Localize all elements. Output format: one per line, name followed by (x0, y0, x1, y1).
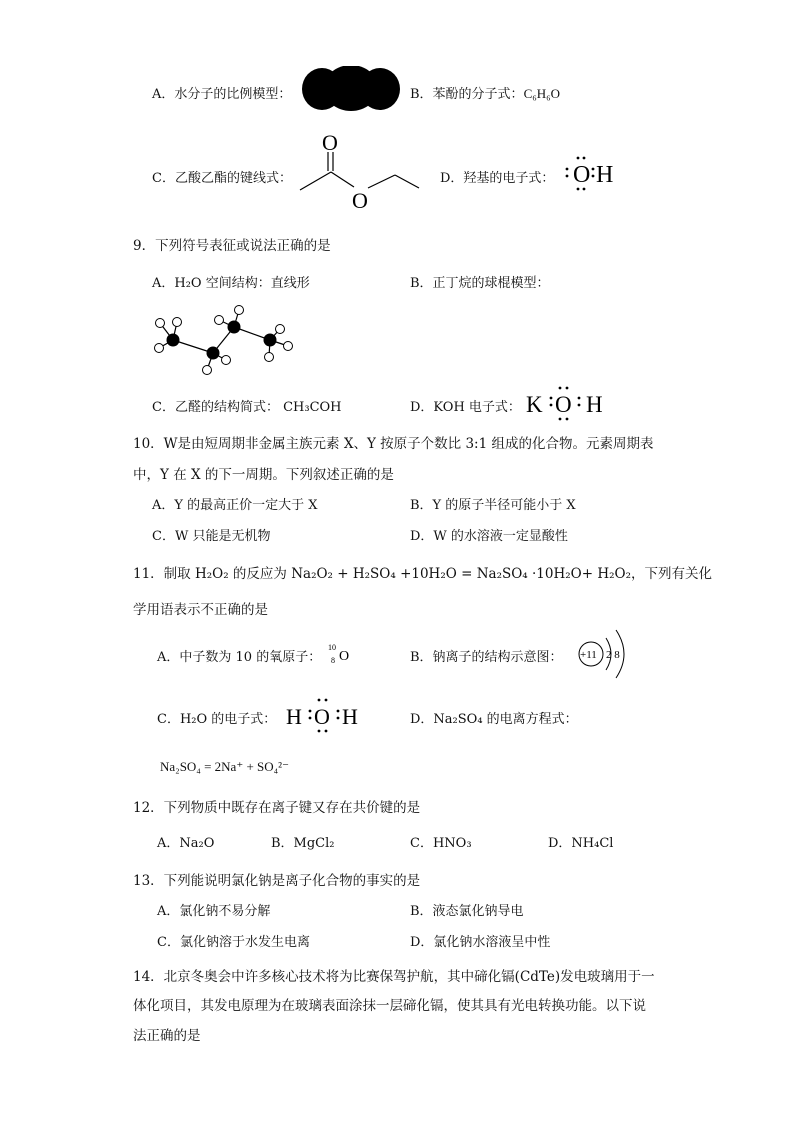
q10-stem-line1: 10．W是由短周期非金属主族元素 X、Y 按原子个数比 3:1 组成的化合物。元素周期表 (133, 436, 654, 452)
q12-option-d: D．NH₄Cl (548, 836, 614, 851)
sodium-ion-structure-diagram (576, 626, 636, 682)
water-space-filling-model (300, 66, 402, 112)
q11-stem-line2: 学用语表示不正确的是 (133, 602, 268, 618)
svg-text:H: H (342, 704, 358, 729)
q13-option-d: D．氯化钠水溶液呈中性 (410, 935, 551, 950)
q8-option-b (410, 83, 560, 102)
q12-option-c: C．HNO₃ (410, 836, 472, 851)
k-symbol: K (526, 392, 543, 417)
q11-option-b: B．钠离子的结构示意图： (410, 650, 563, 665)
water-electron-formula (284, 694, 364, 736)
q13-option-a: A．氯化钠不易分解 (157, 904, 271, 919)
h-symbol: H (586, 392, 603, 417)
q10-option-a: A．Y 的最高正价一定大于 X (152, 498, 318, 513)
oxygen-18-isotope-symbol (326, 640, 360, 668)
isotope-symbol: O (339, 649, 350, 664)
q14-stem-line2: 体化项目，其发电原理为在玻璃表面涂抹一层碲化镉，使其具有光电转换功能。以下说 (133, 998, 646, 1014)
q10-stem-line2: 中，Y 在 X 的下一周期。下列叙述正确的是 (133, 467, 394, 483)
q13-option-b: B．液态氯化钠导电 (410, 904, 524, 919)
o-symbol: O (555, 392, 572, 417)
ester-oxygen-label: O (352, 188, 368, 213)
svg-text:O: O (573, 162, 591, 188)
electron-shells: 2 8 (606, 649, 620, 661)
q14-stem-line3: 法正确的是 (133, 1028, 201, 1044)
q14-stem-line1: 14．北京冬奥会中许多核心技术将为比赛保驾护航，其中碲化镉(CdTe)发电玻璃用于一 (133, 969, 655, 985)
q8-option-c: C．乙酸乙酯的键线式： (152, 171, 292, 186)
nucleus-charge: +11 (580, 649, 597, 661)
q11-option-d: D．Na₂SO₄ 的电离方程式： (410, 712, 578, 727)
q11-option-c: C．H₂O 的电子式： (157, 712, 277, 727)
q10-option-d: D．W 的水溶液一定显酸性 (410, 529, 568, 544)
q12-option-a: A．Na₂O (157, 836, 215, 851)
svg-text:O: O (314, 704, 330, 729)
q9-option-a: A．H₂O 空间结构：直线形 (152, 276, 310, 291)
q8-option-a: A．水分子的比例模型： (152, 87, 292, 102)
q9-option-c: C．乙醛的结构简式： CH₃COH (152, 400, 342, 415)
q12-option-b: B．MgCl₂ (271, 836, 335, 851)
atomic-number: 8 (331, 656, 335, 665)
svg-text:H: H (286, 704, 302, 729)
q8-option-b-label: B．苯酚的分子式： (410, 87, 524, 102)
mass-number: 10 (328, 643, 336, 652)
sodium-sulfate-ionization-equation: Na₂SO₄ = 2Na⁺ + SO₄²⁻ (160, 759, 289, 774)
q13-stem: 13．下列能说明氯化钠是离子化合物的事实的是 (133, 873, 421, 889)
q10-option-b: B．Y 的原子半径可能小于 X (410, 498, 576, 513)
svg-text:H: H (596, 162, 614, 188)
q13-option-c: C．氯化钠溶于水发生电离 (157, 935, 310, 950)
q11-option-a: A．中子数为 10 的氧原子： (157, 650, 322, 665)
q8-option-d: D．羟基的电子式： (440, 171, 555, 186)
butane-ball-stick-model (148, 300, 298, 382)
phenol-formula: C₆H₆O (523, 86, 561, 101)
q10-option-c: C．W 只能是无机物 (152, 529, 271, 544)
ethyl-acetate-skeletal-formula (298, 130, 423, 215)
q12-stem: 12．下列物质中既存在离子键又存在共价键的是 (133, 800, 421, 816)
carbonyl-oxygen-label: O (322, 130, 338, 155)
q9-stem: 9．下列符号表征或说法正确的是 (133, 238, 331, 254)
koh-electron-formula (524, 382, 610, 424)
q9-option-d: D．KOH 电子式： (410, 400, 521, 415)
q9-option-b: B．正丁烷的球棍模型： (410, 276, 550, 291)
q11-stem-line1: 11．制取 H₂O₂ 的反应为 Na₂O₂ + H₂SO₄ +10H₂O = Na₂SO₄ ·10H₂O+ H₂O₂，下列有关化 (133, 566, 712, 582)
hydroxyl-electron-formula (562, 152, 622, 194)
